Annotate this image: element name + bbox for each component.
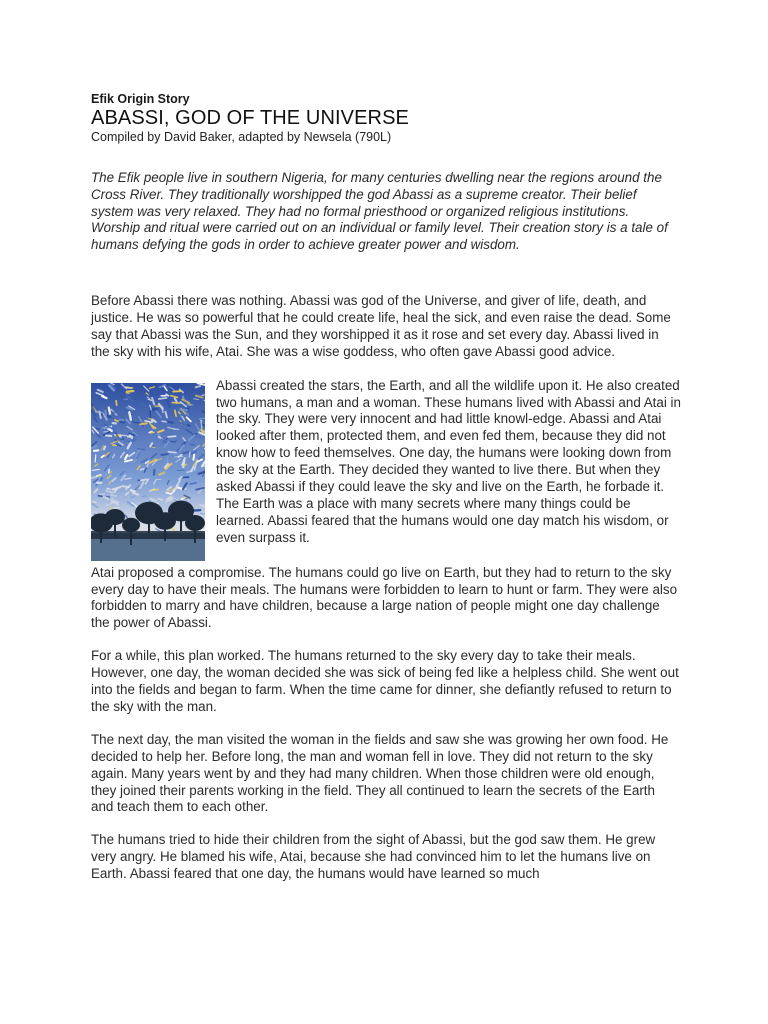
brush-stroke [99,495,102,496]
brush-stroke [172,402,180,403]
body-paragraph-3: Atai proposed a compromise. The humans could go live on Earth, but they had to return to the sky every day to have their meals. The humans were forbidden to learn to hunt or farm. They were also forbidden to marry and have children, because a large nation of people might one day challenge the power of Abassi. [91,564,678,631]
brush-stroke [187,425,190,426]
brush-stroke [174,429,179,430]
brush-stroke [120,422,124,423]
body-paragraph-5: The next day, the man visited the woman in the fields and saw she was growing her own food. He decided to help her. Before long, the man and woman fell in love. They did not return to the sky again. Many years went by and they had many children. When those children were old enough, they joined their parents working in the field. They all continued to learn the secrets of the Earth and teach them to each other. [91,731,669,815]
story-kicker: Efik Origin Story [91,92,190,106]
figure-with-text [91,378,681,565]
brush-stroke [147,463,148,466]
brush-stroke [105,427,111,428]
brush-stroke [106,435,111,436]
brush-stroke [104,497,108,499]
body-paragraph-1: Before Abassi there was nothing. Abassi was god of the Universe, and giver of life, death, and justice. He was so powerful that he could create life, heal the sick, and even raise the dead. Some say that Abassi was the Sun, and they worshipped it as it rose and set every day. Abassi lived in the sky with his wife, Atai. She was a wise goddess, who often gave Abassi good advice. [91,292,671,359]
brush-stroke [122,486,129,487]
brush-stroke [175,410,176,416]
brush-stroke [111,495,116,496]
body-paragraph-4: For a while, this plan worked. The humans returned to the sky every day to take their meals. However, one day, the woman decided she was sick of being fed like a helpless child. She went out into the fields and began to farm. When the time came for dinner, she defiantly refused to return to the sky with the man. [91,648,679,714]
brush-stroke [138,448,145,449]
brush-stroke [143,496,146,497]
brush-stroke [131,490,135,491]
brush-stroke [126,393,129,394]
brush-stroke [140,423,146,424]
brush-stroke [104,446,105,449]
body-paragraph-2: Abassi created the stars, the Earth, and all the wildlife upon it. He also created two humans, a man and a woman. These humans lived with Abassi and Atai in the sky. They were very innocent and had little knowl-edge. Abassi and Atai looked after them, protected them, and even fed them, because they did not know how to feed themselves. One day, the humans were looking down from the sky at the Earth. They decided they wanted to live there. But when they asked Abassi if they could leave the sky and live on the Earth, he forbade it. The Earth was a place with many secrets where many things could be learned. Abassi feared that the humans would one day match his wisdom, or even surpass it. [216,377,681,545]
brush-stroke [120,435,127,436]
painting-illustration-icon [91,383,205,561]
brush-stroke [128,387,133,388]
brush-stroke [191,444,195,445]
brush-stroke [166,492,170,493]
tree-trunk [180,511,182,531]
brush-stroke [161,454,168,455]
brush-stroke [93,501,96,502]
brush-stroke [178,420,179,423]
brush-stroke [162,407,163,412]
brush-stroke [162,421,167,422]
brush-stroke [159,398,167,399]
brush-stroke [134,422,142,423]
brush-stroke [193,510,200,511]
brush-stroke [190,483,196,484]
brush-stroke [166,498,172,499]
body-paragraph-6: The humans tried to hide their children from the sight of Abassi, but the god saw them. He grew very angry. He blamed his wife, Atai, because she had convinced him to let the humans live on Earth. Abassi feared that one day, the humans would have learned so much [91,832,656,882]
brush-stroke [168,451,176,452]
brush-stroke [168,436,176,437]
brush-stroke [177,487,182,488]
brush-stroke [127,391,133,392]
brush-stroke [129,412,131,420]
brush-stroke [190,478,191,481]
tree-trunk [148,513,150,533]
brush-stroke [141,479,147,480]
brush-stroke [189,452,190,456]
document-page [91,92,681,883]
brush-stroke [116,400,117,404]
brush-stroke [109,407,110,413]
brush-stroke [133,493,138,495]
brush-stroke [120,419,124,420]
treeline-base [91,531,205,539]
brush-stroke [95,455,96,462]
brush-stroke [131,496,134,497]
brush-stroke [151,432,154,433]
story-byline: Compiled by David Baker, adapted by Newsela (790L) [91,130,392,144]
brush-stroke [92,477,96,478]
brush-stroke [202,465,205,466]
brush-stroke [168,421,173,422]
story-title: ABASSI, GOD OF THE UNIVERSE [91,107,409,129]
brush-stroke [173,391,181,392]
brush-stroke [196,386,201,387]
brush-stroke [193,454,194,459]
brush-stroke [105,410,106,418]
brush-stroke [167,455,168,463]
intro-paragraph: The Efik people live in southern Nigeria, for many centuries dwelling near the regions around the Cross River. They traditionally worshipped the god Abassi as a supreme creator. Their belief system was very relaxed. They had no formal priesthood or organized religious institutions. Worship and ritual were carried out on an individual or family level. Their creation story is a tale of humans defying the gods in order to achieve greater power and wisdom. [91,170,668,253]
brush-stroke [201,420,202,428]
brush-stroke [180,409,187,410]
